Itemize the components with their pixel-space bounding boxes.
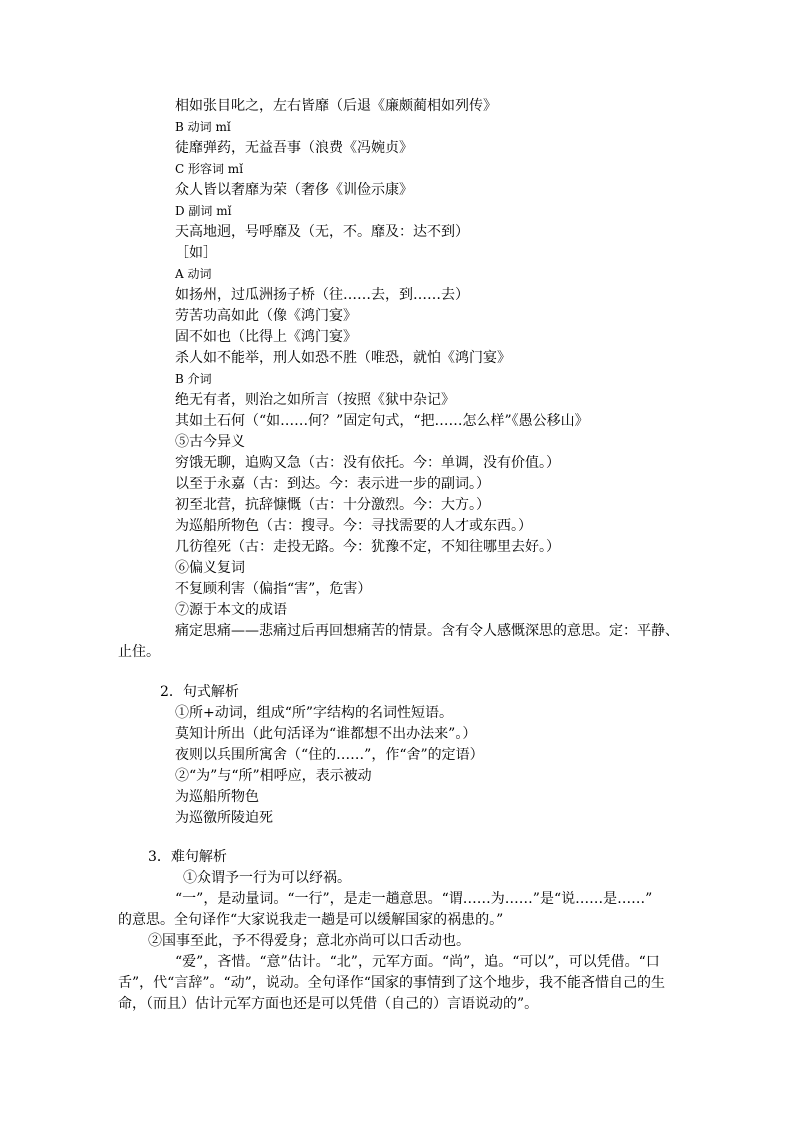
text-line: 以至于永嘉（古：到达。今：表示进一步的副词。） [175,476,490,492]
text-line: 几彷徨死（古：走投无路。今：犹豫不定，不知往哪里去好。） [175,539,560,555]
text-line: 的意思。全句译作“大家说我走一趟是可以缓解国家的祸患的。” [118,912,504,928]
text-line: 夜则以兵围所寓舍（“住的……”，作“舍”的定语） [175,747,484,763]
text-line: C 形容词 mǐ [175,162,244,176]
section-subheading: ⑥偏义复词 [175,560,245,576]
text-line: 穷饿无聊，追购又急（古：没有依托。今：单调，没有价值。） [175,455,560,471]
text-line: ①所+动词，组成“所”字结构的名词性短语。 [175,705,454,721]
text-line: 初至北营，抗辞慷慨（古：十分激烈。今：大方。） [175,497,490,513]
section-subheading: ⑦源于本文的成语 [175,602,287,618]
text-line: 为巡船所物色（古：搜寻。今：寻找需要的人才或东西。） [175,518,532,534]
text-line: ②“为”与“所”相呼应，表示被动 [175,768,372,784]
text-line: 其如土石何（“如……何？”固定句式，“把……怎么样”《愚公移山》 [175,413,589,429]
text-line: 天高地迥，号呼靡及（无，不。靡及：达不到） [175,224,469,240]
text-line: 杀人如不能举，刑人如恐不胜（唯恐，就怕《鸿门宴》 [175,350,511,366]
text-line: D 副词 mǐ [175,204,232,218]
text-line: “一”，是动量词。“一行”，是走一趟意思。“谓……为……”是“说……是……” [175,891,653,907]
text-line: 莫知计所出（此句活译为“谁都想不出办法来”。） [175,726,477,742]
section-heading: 2．句式解析 [160,684,239,700]
text-line: “爱”，吝惜。“意”估计。“北”，元军方面。“尚”，追。“可以”，可以凭借。“口 [175,954,660,970]
text-line: 为巡船所物色 [175,789,259,805]
text-line: 痛定思痛——悲痛过后再回想痛苦的情景。含有令人感慨深思的意思。定：平静、 [175,623,679,639]
section-subheading: ⑤古今异义 [175,434,245,450]
text-line: ①众谓予一行为可以纾祸。 [183,870,351,886]
text-line: 不复顾利害（偏指“害”，危害） [175,581,372,597]
text-line: ［如］ [175,245,217,261]
text-line: B 介词 [175,372,212,386]
text-line: 为巡徼所陵迫死 [175,810,273,826]
text-line: 如扬州，过瓜洲扬子桥（往……去，到……去） [175,287,469,303]
text-line: 劳苦功高如此（像《鸿门宴》 [175,308,357,324]
text-line: 众人皆以奢靡为荣（奢侈《训俭示康》 [175,182,413,198]
text-line: A 动词 [175,267,212,281]
text-line: 徒靡弹药，无益吾事（浪费《冯婉贞》 [175,140,413,156]
section-heading: 3．难句解析 [148,849,227,865]
text-line: 绝无有者，则治之如所言（按照《狱中杂记》 [175,392,455,408]
text-line: 命，（而且）估计元军方面也还是可以凭借（自己的）言语说动的”。 [118,996,539,1012]
text-line: 舌”，代“言辞”。“动”，说动。全句译作“国家的事情到了这个地步，我不能吝惜自己的生 [118,975,665,991]
text-line: B 动词 mǐ [175,120,231,134]
text-line: 止住。 [118,644,160,660]
text-line: ②国事至此，予不得爱身；意北亦尚可以口舌动也。 [148,933,470,949]
text-line: 固不如也（比得上《鸿门宴》 [175,329,357,345]
text-line: 相如张目叱之，左右皆靡（后退《廉颇蔺相如列传》 [175,98,497,114]
